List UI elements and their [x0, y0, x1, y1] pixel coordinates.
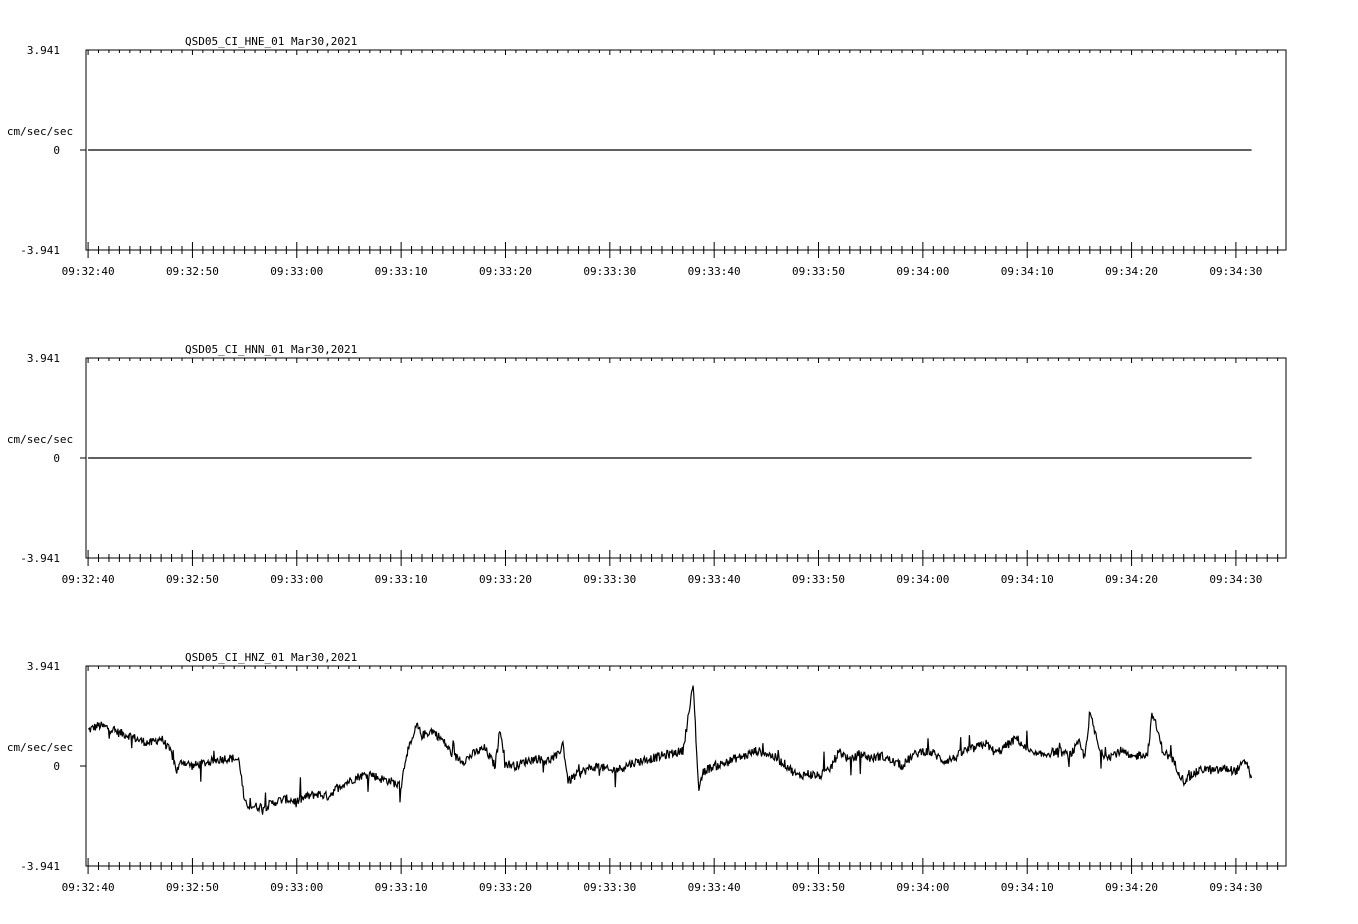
y-axis-label: cm/sec/sec [6, 433, 74, 446]
x-tick-label: 09:32:50 [165, 265, 219, 278]
x-tick-label: 09:34:30 [1209, 265, 1263, 278]
x-tick-label: 09:33:30 [583, 265, 637, 278]
x-tick-label: 09:33:40 [687, 573, 741, 586]
x-tick-label: 09:34:00 [896, 881, 950, 894]
x-tick-label: 09:32:40 [61, 265, 115, 278]
x-tick-label: 09:33:50 [792, 881, 846, 894]
x-tick-label: 09:33:30 [583, 881, 637, 894]
waveform-line [88, 686, 1252, 815]
y-tick-label: 3.941 [26, 660, 60, 673]
x-tick-label: 09:34:10 [1000, 265, 1054, 278]
x-tick-label: 09:34:00 [896, 573, 950, 586]
x-tick-label: 09:33:00 [270, 573, 324, 586]
x-tick-label: 09:34:20 [1105, 881, 1159, 894]
chart-title: QSD05_CI_HNZ_01 Mar30,2021 [185, 651, 358, 664]
x-tick-label: 09:33:40 [687, 265, 741, 278]
chart-panel-2 [7, 343, 1286, 586]
y-tick-label: -3.941 [20, 860, 60, 873]
y-tick-label: 3.941 [26, 352, 60, 365]
x-tick-label: 09:33:20 [478, 881, 532, 894]
x-tick-label: 09:33:10 [374, 265, 428, 278]
x-tick-label: 09:34:10 [1000, 573, 1054, 586]
y-tick-label: 0 [53, 452, 60, 465]
chart-panel-3 [7, 651, 1286, 894]
x-tick-label: 09:33:10 [374, 573, 428, 586]
y-tick-label: -3.941 [20, 244, 60, 257]
x-tick-label: 09:33:50 [792, 265, 846, 278]
x-tick-label: 09:33:50 [792, 573, 846, 586]
x-tick-label: 09:32:50 [165, 573, 219, 586]
chart-title: QSD05_CI_HNE_01 Mar30,2021 [185, 35, 358, 48]
x-tick-label: 09:32:40 [61, 881, 115, 894]
y-tick-label: -3.941 [20, 552, 60, 565]
x-tick-label: 09:34:00 [896, 265, 950, 278]
y-tick-label: 3.941 [26, 44, 60, 57]
x-tick-label: 09:34:20 [1105, 573, 1159, 586]
y-axis-label: cm/sec/sec [6, 741, 74, 754]
x-tick-label: 09:33:10 [374, 881, 428, 894]
x-tick-label: 09:33:20 [478, 573, 532, 586]
x-tick-label: 09:34:30 [1209, 573, 1263, 586]
x-tick-label: 09:33:30 [583, 573, 637, 586]
x-tick-label: 09:33:00 [270, 265, 324, 278]
x-tick-label: 09:34:10 [1000, 881, 1054, 894]
x-tick-label: 09:32:50 [165, 881, 219, 894]
x-tick-label: 09:33:40 [687, 881, 741, 894]
x-tick-label: 09:33:20 [478, 265, 532, 278]
x-tick-label: 09:32:40 [61, 573, 115, 586]
x-tick-label: 09:34:20 [1105, 265, 1159, 278]
y-axis-label: cm/sec/sec [6, 125, 74, 138]
y-tick-label: 0 [53, 760, 60, 773]
chart-title: QSD05_CI_HNN_01 Mar30,2021 [185, 343, 358, 356]
x-tick-label: 09:34:30 [1209, 881, 1263, 894]
y-tick-label: 0 [53, 144, 60, 157]
plot-frame [86, 666, 1286, 866]
x-tick-label: 09:33:00 [270, 881, 324, 894]
chart-panel-1 [7, 35, 1286, 278]
